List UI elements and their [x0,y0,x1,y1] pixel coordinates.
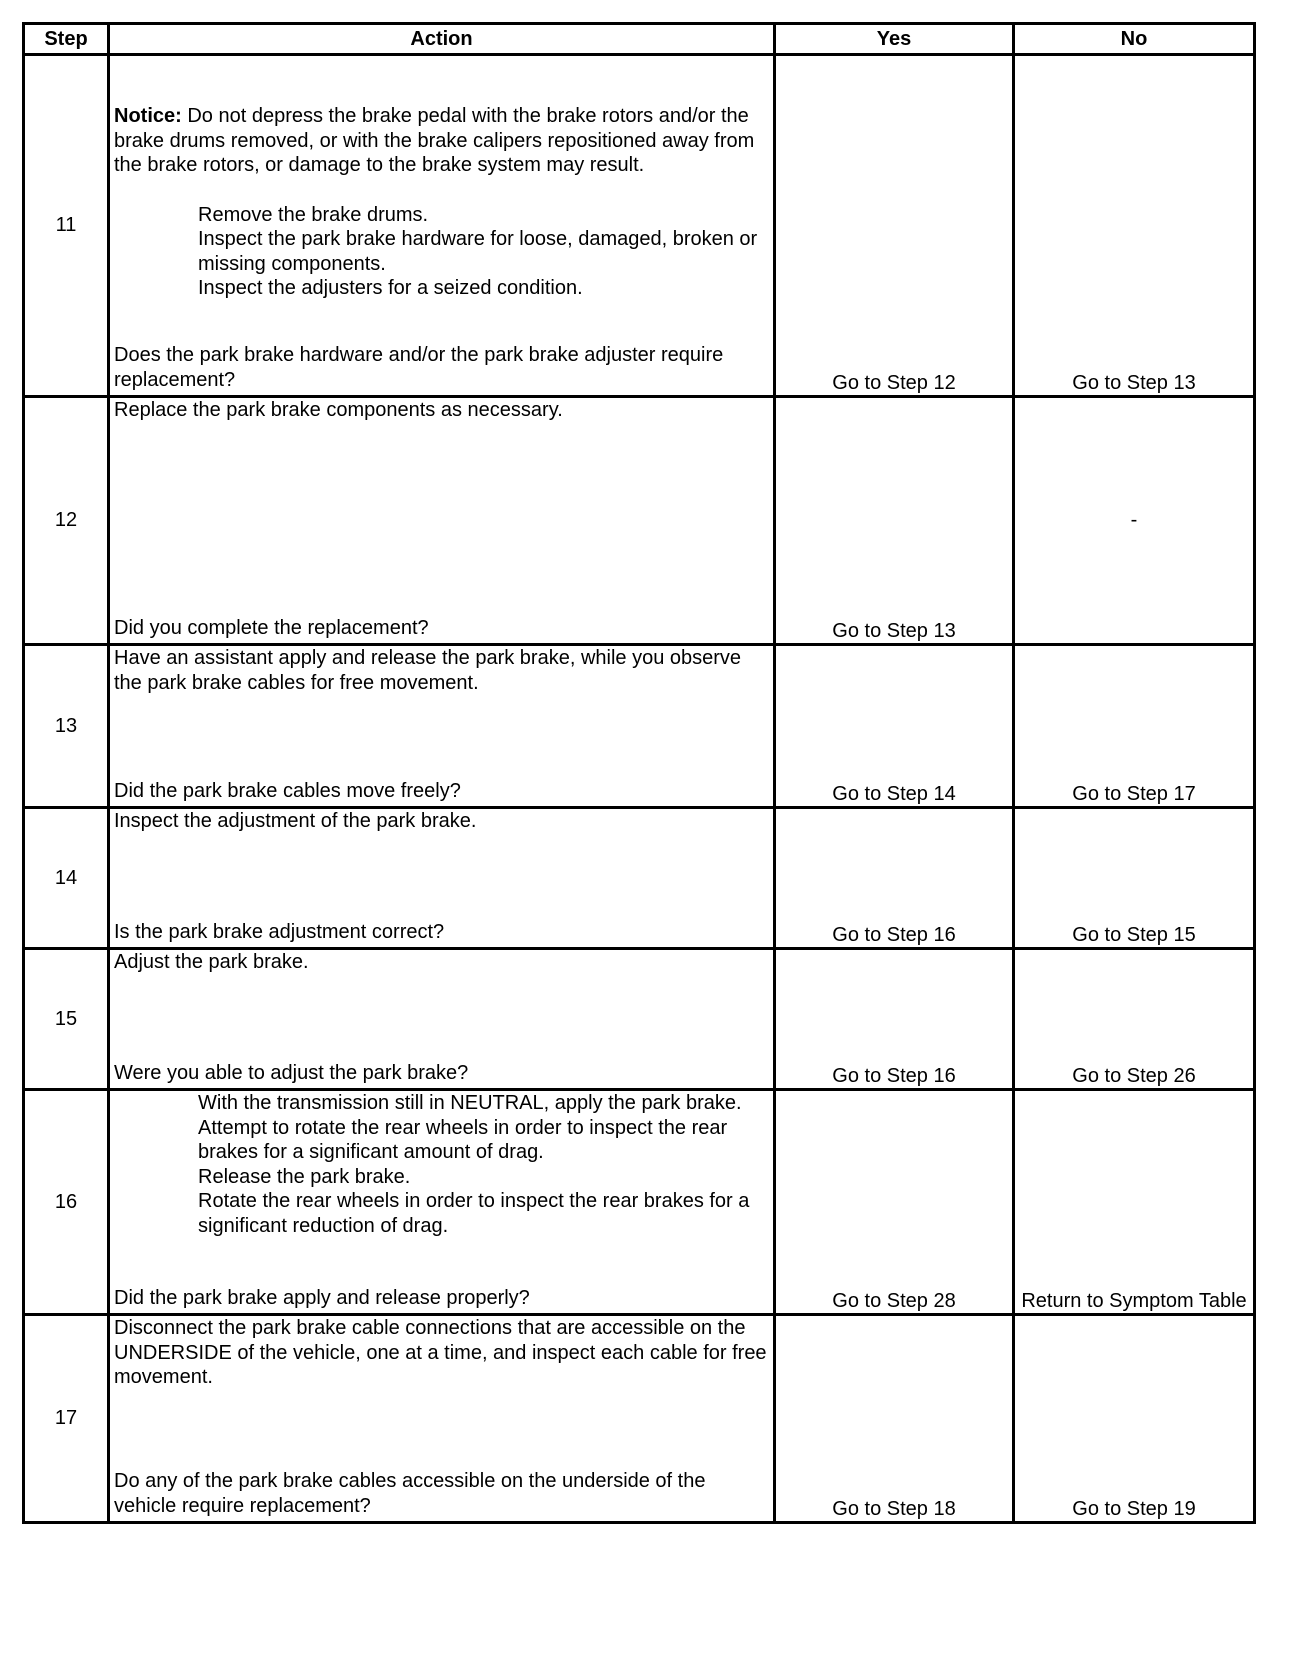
step-number: 14 [24,808,109,949]
question: Does the park brake hardware and/or the park brake adjuster require replacement? [114,344,724,391]
header-step: Step [24,24,109,55]
no-result: Go to Step 26 [1014,949,1255,1090]
yes-result: Go to Step 16 [775,808,1014,949]
table-row [24,949,1255,1090]
step-number: 11 [24,55,109,397]
no-result: Return to Symptom Table [1014,1090,1255,1315]
instruction: Inspect the adjusters for a seized condition. [198,277,583,299]
header-action: Action [109,24,775,55]
notice-label: Notice: [114,105,182,127]
header-no: No [1014,24,1255,55]
instruction: Inspect the park brake hardware for loose, damaged, broken or missing components. [198,228,758,275]
action-cell [109,55,775,397]
header-row [24,24,1255,55]
table-row [24,808,1255,949]
action-cell [109,397,775,645]
no-result: Go to Step 15 [1014,808,1255,949]
instruction: Remove the brake drums. [198,203,429,226]
header-yes: Yes [775,24,1014,55]
no-result: Go to Step 13 [1014,55,1255,397]
instruction: Release the park brake. [198,1165,411,1188]
step-number: 16 [24,1090,109,1315]
table-row [24,1315,1255,1523]
instruction: With the transmission still in NEUTRAL, apply the park brake. [198,1092,742,1114]
yes-result: Go to Step 13 [775,397,1014,645]
instruction: Rotate the rear wheels in order to inspect the rear brakes for a significant reduction of drag. [198,1190,750,1237]
table-row [24,645,1255,808]
step-number: 12 [24,397,109,645]
question: Is the park brake adjustment correct? [114,920,445,943]
table-row [24,397,1255,645]
action-cell [109,1090,775,1315]
yes-result: Go to Step 28 [775,1090,1014,1315]
step-number: 13 [24,645,109,808]
action-cell [109,949,775,1090]
action-cell [109,1315,775,1523]
table-row [24,1090,1255,1315]
no-result: Go to Step 19 [1014,1315,1255,1523]
yes-result: Go to Step 12 [775,55,1014,397]
yes-result: Go to Step 16 [775,949,1014,1090]
instruction: Have an assistant apply and release the park brake, while you observe the park brake cables for free movement. [114,647,742,694]
question: Did you complete the replacement? [114,616,429,639]
question: Were you able to adjust the park brake? [114,1061,469,1084]
instruction: Attempt to rotate the rear wheels in order to inspect the rear brakes for a significant amount of drag. [198,1116,728,1163]
no-result: Go to Step 17 [1014,645,1255,808]
no-result: - [1014,397,1255,645]
step-number: 15 [24,949,109,1090]
instruction: Inspect the adjustment of the park brake. [114,810,477,832]
yes-result: Go to Step 14 [775,645,1014,808]
step-number: 17 [24,1315,109,1523]
question: Did the park brake cables move freely? [114,779,461,802]
instruction: Replace the park brake components as necessary. [114,399,563,421]
question: Did the park brake apply and release properly? [114,1286,530,1309]
yes-result: Go to Step 18 [775,1315,1014,1523]
action-cell [109,645,775,808]
notice [114,56,769,178]
notice-text: Do not depress the brake pedal with the brake rotors and/or the brake drums removed, or with the brake calipers repositioned away from the brake rotors, or damage to the brake system may result. [114,105,755,176]
instruction: Adjust the park brake. [114,951,309,973]
action-cell [109,808,775,949]
question: Do any of the park brake cables accessible on the underside of the vehicle require replacement? [114,1470,706,1517]
instruction: Disconnect the park brake cable connections that are accessible on the UNDERSIDE of the vehicle, one at a time, and inspect each cable for free movement. [114,1317,767,1388]
table-row [24,55,1255,397]
diagnostic-table [22,22,1256,1524]
